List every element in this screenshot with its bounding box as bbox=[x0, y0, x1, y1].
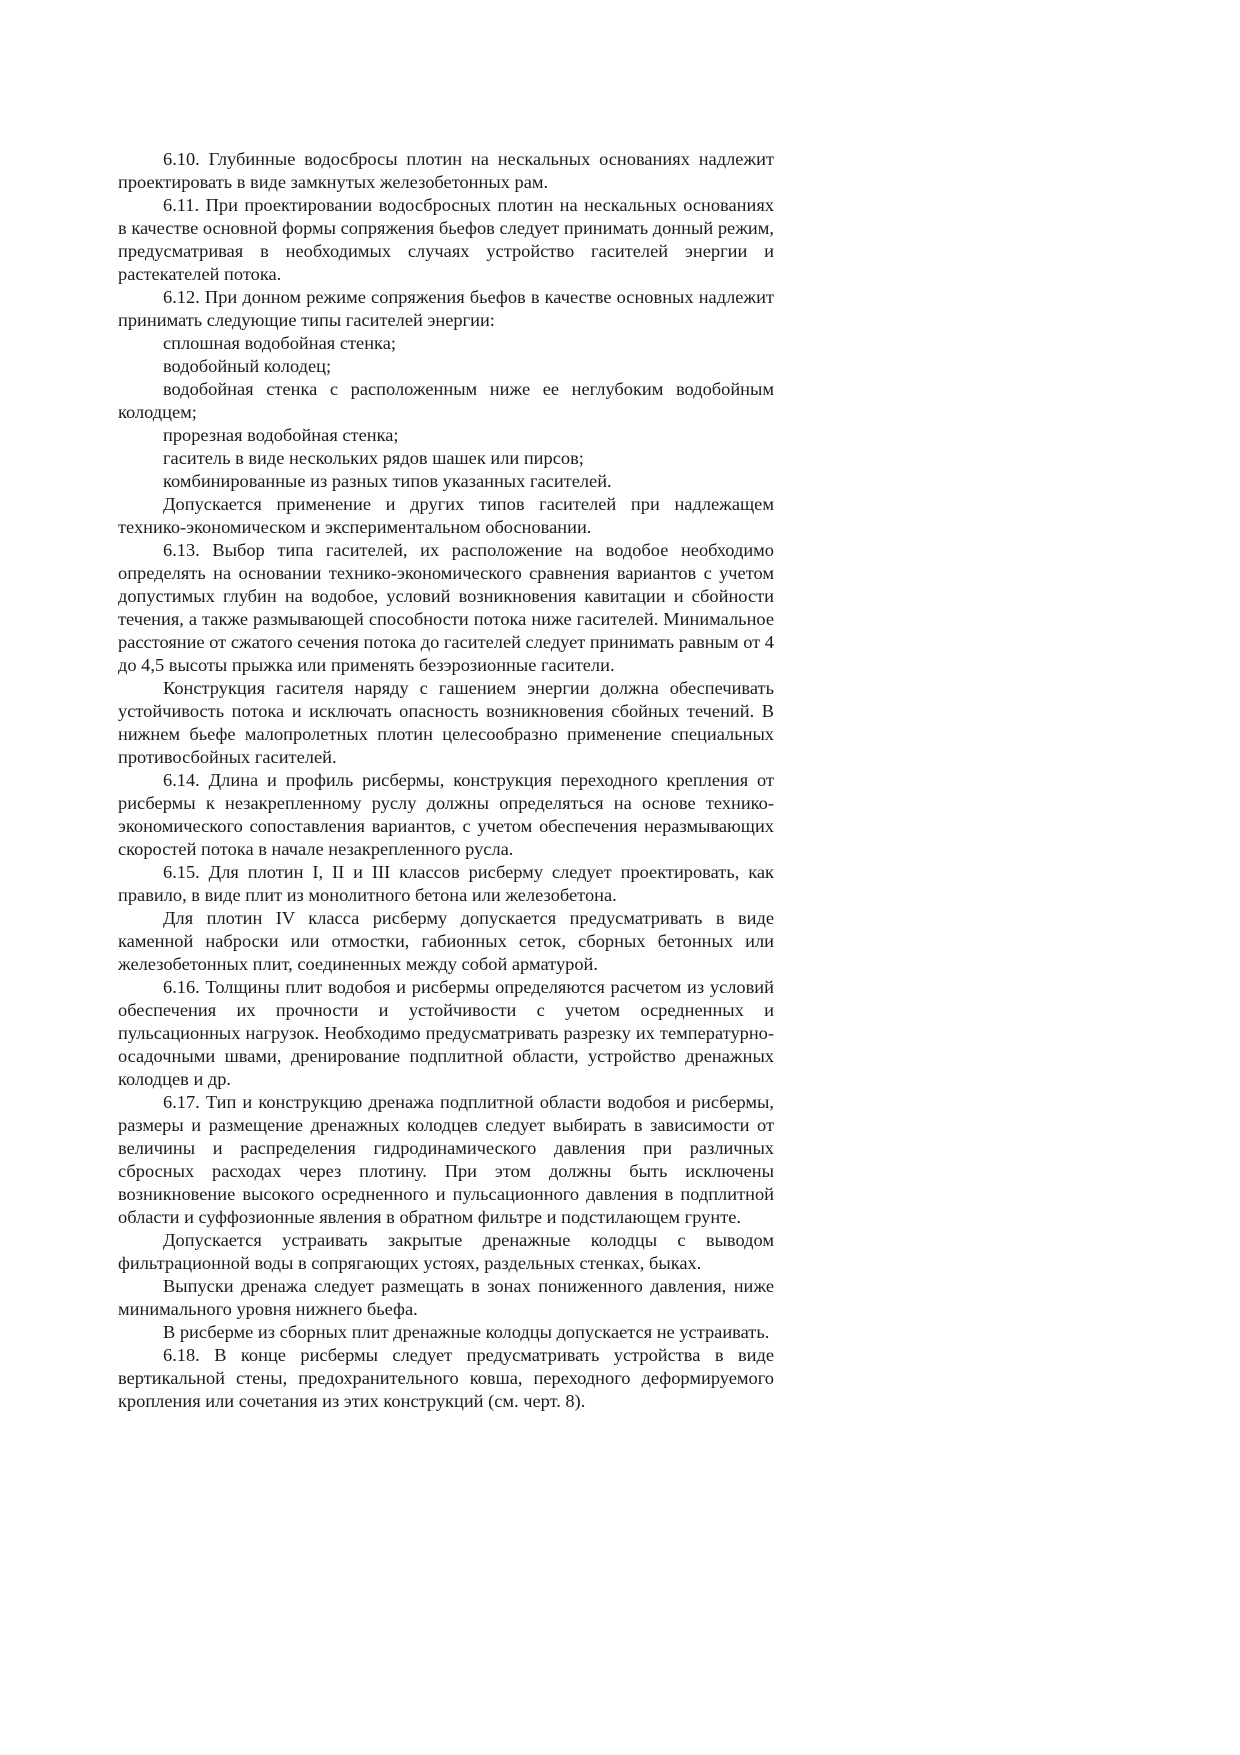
paragraph-6-18: 6.18. В конце рисбермы следует предусматривать устройства в виде вертикальной стены, предохранительного ковша, переходного деформируемого кропления или сочетания из этих конструкций (см. черт. 8). bbox=[118, 1345, 774, 1411]
document-page bbox=[118, 148, 774, 1413]
paragraph-dissipator-design: Конструкция гасителя наряду с гашением энергии должна обеспечивать устойчивость потока и исключать опасность возникновения сбойных течений. В нижнем бьефе малопролетных плотин целесообразно применение специальных противосбойных гасителей. bbox=[118, 678, 774, 767]
paragraph-6-15: 6.15. Для плотин I, II и III классов рисберму следует проектировать, как правило, в виде плит из монолитного бетона или железобетона. bbox=[118, 862, 774, 905]
list-item-slotted-wall: прорезная водобойная стенка; bbox=[163, 425, 399, 445]
paragraph-class-iv: Для плотин IV класса рисберму допускается предусматривать в виде каменной наброски или отмостки, габионных сеток, сборных бетонных или железобетонных плит, соединенных между собой арматурой. bbox=[118, 908, 774, 974]
list-item-wall-with-basin: водобойная стенка с расположенным ниже ее неглубоким водобойным колодцем; bbox=[118, 379, 774, 422]
list-item-solid-wall: сплошная водобойная стенка; bbox=[163, 333, 396, 353]
paragraph-closed-drains: Допускается устраивать закрытые дренажные колодцы с выводом фильтрационной воды в сопрягающих устоях, раздельных стенках, быках. bbox=[118, 1230, 774, 1273]
list-item-piers: гаситель в виде нескольких рядов шашек или пирсов; bbox=[163, 448, 584, 468]
paragraph-6-14: 6.14. Длина и профиль рисбермы, конструкция переходного крепления от рисбермы к незакрепленному руслу должны определяться на основе технико-экономического сопоставления вариантов, с учетом обеспечения неразмывающих скоростей потока в начале незакрепленного русла. bbox=[118, 770, 774, 859]
paragraph-6-10: 6.10. Глубинные водосбросы плотин на нескальных основаниях надлежит проектировать в виде замкнутых железобетонных рам. bbox=[118, 149, 774, 192]
paragraph-6-13: 6.13. Выбор типа гасителей, их расположение на водобое необходимо определять на основании технико-экономического сравнения вариантов с учетом допустимых глубин на водобое, условий возникновения кавитации и сбойности течения, а также размывающей способности потока ниже гасителей. Минимальное расстояние от сжатого сечения потока до гасителей следует принимать равным от 4 до 4,5 высоты прыжка или применять безэрозионные гасители. bbox=[118, 540, 774, 675]
paragraph-drain-outlets: Выпуски дренажа следует размещать в зонах пониженного давления, ниже минимального уровня нижнего бьефа. bbox=[118, 1276, 774, 1319]
paragraph-6-17: 6.17. Тип и конструкцию дренажа подплитной области водобоя и рисбермы, размеры и размещение дренажных колодцев следует выбирать в зависимости от величины и распределения гидродинамического давления при различных сбросных расходах через плотину. При этом должны быть исключены возникновение высокого осредненного и пульсационного давления в подплитной области и суффозионные явления в обратном фильтре и подстилающем грунте. bbox=[118, 1092, 774, 1227]
paragraph-other-types: Допускается применение и других типов гасителей при надлежащем технико-экономическом и экспериментальном обосновании. bbox=[118, 494, 774, 537]
paragraph-6-12: 6.12. При донном режиме сопряжения бьефов в качестве основных надлежит принимать следующие типы гасителей энергии: bbox=[118, 287, 774, 330]
paragraph-prefab-slabs: В рисберме из сборных плит дренажные колодцы допускается не устраивать. bbox=[163, 1322, 770, 1342]
list-item-combined: комбинированные из разных типов указанных гасителей. bbox=[163, 471, 612, 491]
paragraph-6-16: 6.16. Толщины плит водобоя и рисбермы определяются расчетом из условий обеспечения их прочности и устойчивости с учетом осредненных и пульсационных нагрузок. Необходимо предусматривать разрезку их температурно-осадочными швами, дренирование подплитной области, устройство дренажных колодцев и др. bbox=[118, 977, 774, 1089]
paragraph-6-11: 6.11. При проектировании водосбросных плотин на нескальных основаниях в качестве основной формы сопряжения бьефов следует принимать донный режим, предусматривая в необходимых случаях устройство гасителей энергии и растекателей потока. bbox=[118, 195, 774, 284]
list-item-stilling-basin: водобойный колодец; bbox=[163, 356, 332, 376]
